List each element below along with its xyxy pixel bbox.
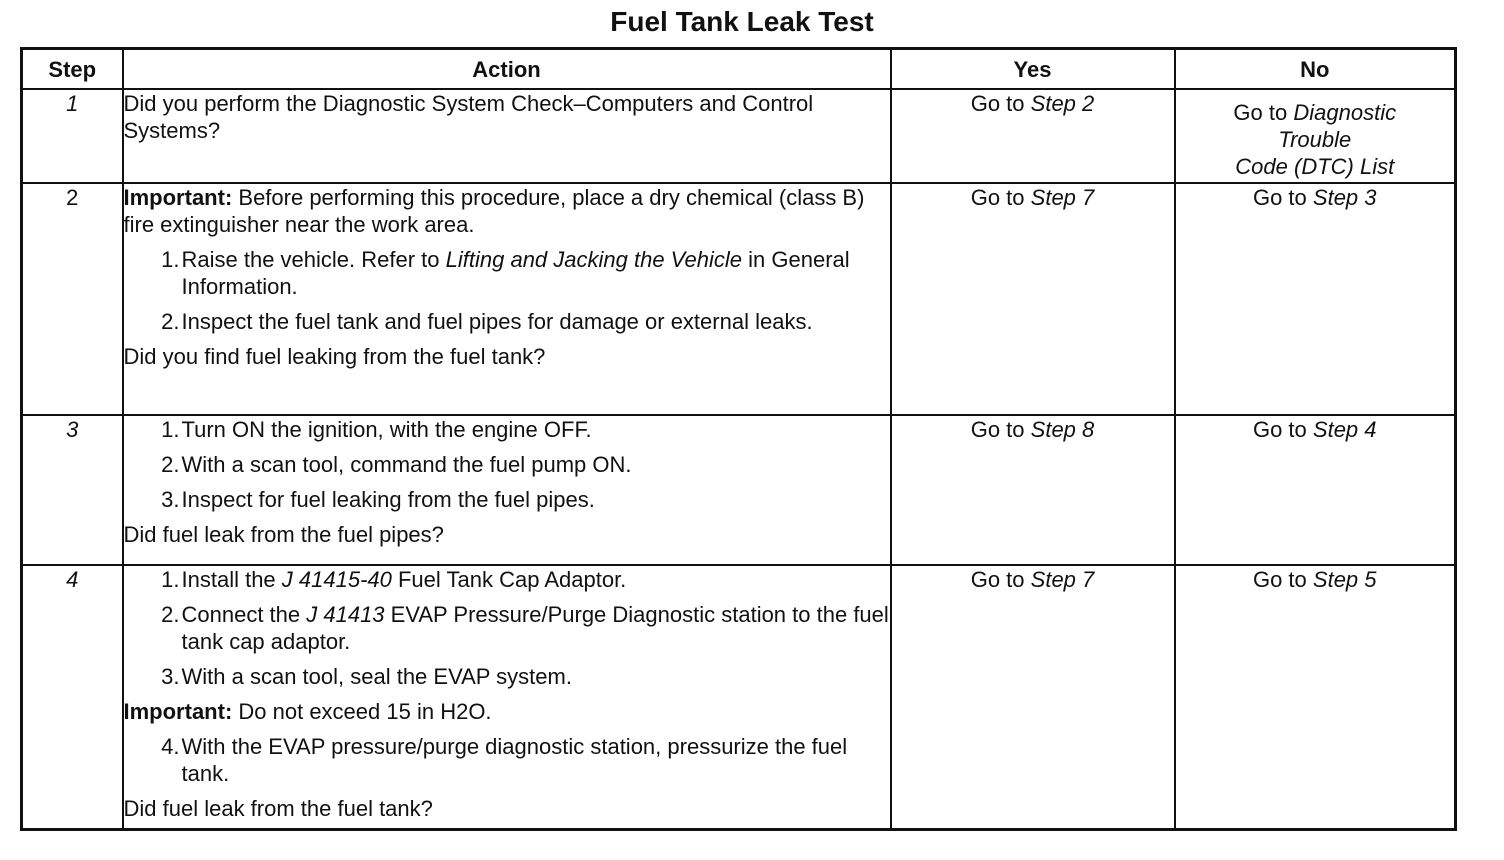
table-row bbox=[22, 183, 1456, 415]
manual-reference: Lifting and Jacking the Vehicle bbox=[445, 247, 743, 272]
list-item: 3. With a scan tool, seal the EVAP system. bbox=[161, 664, 572, 689]
yes-prefix: Go to bbox=[970, 185, 1025, 210]
step-number: 1 bbox=[22, 89, 123, 183]
table-row bbox=[22, 415, 1456, 565]
table-row bbox=[22, 565, 1456, 830]
list-item: 1. Install the J 41415-40 Fuel Tank Cap Adaptor. bbox=[161, 567, 627, 592]
action-cell bbox=[123, 89, 891, 183]
step-number: 4 bbox=[22, 565, 123, 830]
yes-cell bbox=[891, 89, 1175, 183]
action-cell bbox=[123, 415, 891, 565]
yes-cell bbox=[891, 415, 1175, 565]
important-note bbox=[124, 184, 890, 238]
no-ref-line1: Diagnostic bbox=[1293, 99, 1397, 125]
yes-step-ref: Step 2 bbox=[1030, 91, 1095, 116]
yes-prefix: Go to bbox=[970, 91, 1025, 116]
tool-reference: J 41415-40 bbox=[281, 567, 392, 592]
no-prefix: Go to bbox=[1252, 417, 1307, 442]
no-ref-line3: Code (DTC) List bbox=[1235, 153, 1395, 179]
no-prefix: Go to bbox=[1233, 99, 1288, 125]
no-step-ref: Step 5 bbox=[1312, 567, 1377, 592]
yes-cell bbox=[891, 565, 1175, 830]
important-note bbox=[124, 698, 890, 725]
list-item: 1. Turn ON the ignition, with the engine OFF. bbox=[161, 417, 592, 442]
step-number: 2 bbox=[22, 183, 123, 415]
no-cell bbox=[1175, 89, 1456, 183]
list-item: 3. Inspect for fuel leaking from the fuel pipes. bbox=[161, 487, 595, 512]
action-steps bbox=[124, 733, 890, 787]
list-item: 2. Inspect the fuel tank and fuel pipes for damage or external leaks. bbox=[161, 309, 813, 334]
action-steps bbox=[124, 566, 890, 690]
no-cell bbox=[1175, 415, 1456, 565]
list-item: 4. With the EVAP pressure/purge diagnostic station, pressurize the fuel tank. bbox=[161, 734, 848, 786]
no-prefix: Go to bbox=[1252, 185, 1307, 210]
header-step: Step bbox=[22, 49, 123, 90]
yes-step-ref: Step 7 bbox=[1030, 567, 1095, 592]
yes-prefix: Go to bbox=[970, 567, 1025, 592]
important-text: Before performing this procedure, place a dry chemical (class B) fire extinguisher near the work area. bbox=[123, 185, 865, 237]
action-steps bbox=[124, 246, 890, 335]
action-question: Did fuel leak from the fuel pipes? bbox=[123, 522, 444, 547]
yes-step-ref: Step 8 bbox=[1030, 417, 1095, 442]
important-label: Important: bbox=[123, 185, 233, 210]
tool-reference: J 41413 bbox=[306, 602, 385, 627]
header-no: No bbox=[1175, 49, 1456, 90]
action-question: Did you find fuel leaking from the fuel tank? bbox=[123, 344, 546, 369]
header-yes: Yes bbox=[891, 49, 1175, 90]
header-action: Action bbox=[123, 49, 891, 90]
no-cell bbox=[1175, 183, 1456, 415]
table-row bbox=[22, 89, 1456, 183]
action-steps bbox=[124, 416, 890, 513]
yes-prefix: Go to bbox=[970, 417, 1025, 442]
important-label: Important: bbox=[123, 699, 233, 724]
diagnostic-table bbox=[20, 47, 1457, 831]
no-step-ref: Step 3 bbox=[1312, 185, 1377, 210]
action-question: Did fuel leak from the fuel tank? bbox=[123, 796, 433, 821]
yes-step-ref: Step 7 bbox=[1030, 185, 1095, 210]
yes-cell bbox=[891, 183, 1175, 415]
header-row bbox=[22, 49, 1456, 90]
action-cell bbox=[123, 183, 891, 415]
no-cell bbox=[1175, 565, 1456, 830]
no-step-ref: Step 4 bbox=[1312, 417, 1377, 442]
list-item: 2. With a scan tool, command the fuel pump ON. bbox=[161, 452, 632, 477]
page-title: Fuel Tank Leak Test bbox=[610, 6, 874, 37]
no-ref-line2: Trouble bbox=[1278, 126, 1352, 152]
action-question: Did you perform the Diagnostic System Check–Computers and Control Systems? bbox=[123, 91, 814, 143]
no-prefix: Go to bbox=[1252, 567, 1307, 592]
list-item: 1. Raise the vehicle. Refer to Lifting and Jacking the Vehicle in General Information. bbox=[161, 247, 850, 299]
action-cell bbox=[123, 565, 891, 830]
step-number: 3 bbox=[22, 415, 123, 565]
list-item: 2. Connect the J 41413 EVAP Pressure/Purge Diagnostic station to the fuel tank cap adaptor. bbox=[161, 602, 889, 654]
important-text: Do not exceed 15 in H2O. bbox=[238, 699, 492, 724]
